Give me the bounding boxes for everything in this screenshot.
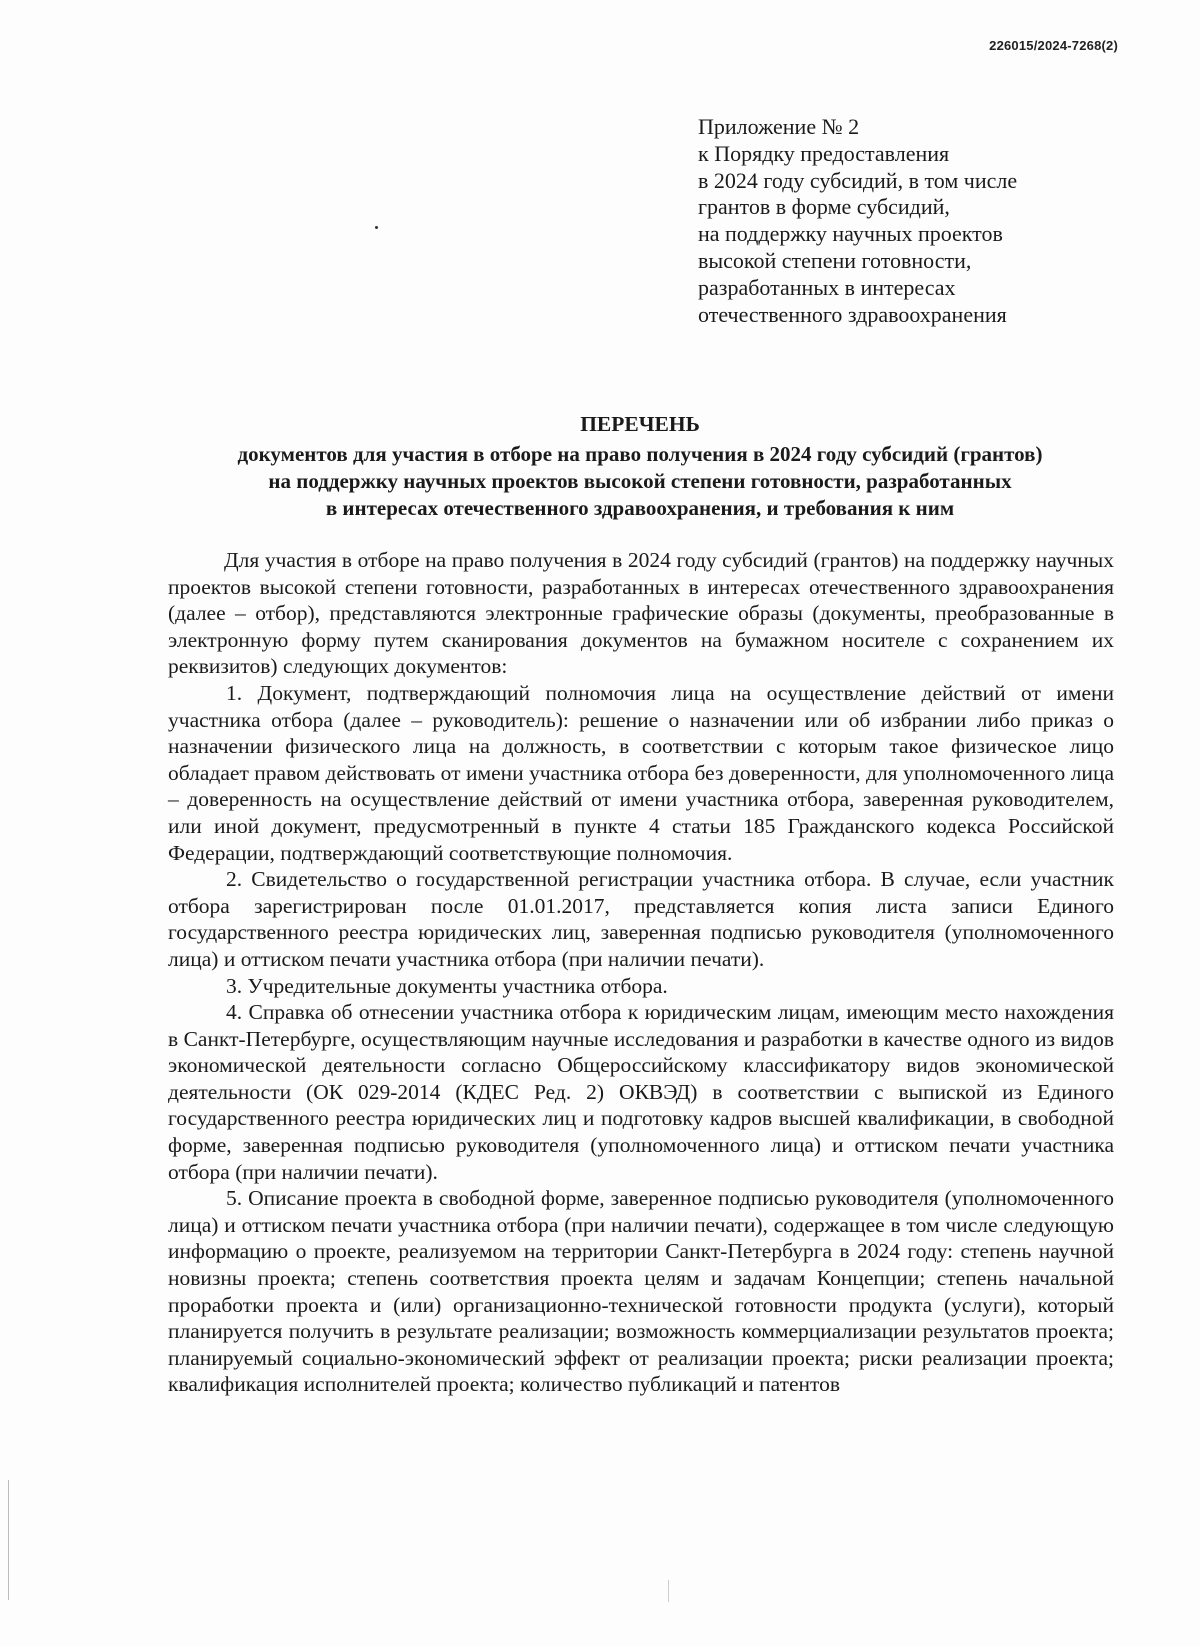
intro-paragraph: Для участия в отборе на право получения в 2024 году субсидий (грантов) на поддержку научных проектов высокой степени готовности, разработанных в интересах отечественного здравоохранения (далее – отбор), представляются электронные графические образы (документы, преобразованные в электронную форму путем сканирования документов на бумажном носителе с сохранением их реквизитов) следующих документов: <box>168 548 1114 679</box>
title-line: документов для участия в отборе на право получения в 2024 году субсидий (грантов) <box>237 442 1043 466</box>
appendix-line: Приложение № 2 <box>698 114 860 139</box>
title-line: в интересах отечественного здравоохранения, и требования к ним <box>325 496 955 520</box>
scan-footer-mark <box>668 1580 669 1602</box>
list-item-3: 3. Учредительные документы участника отбора. <box>226 973 668 998</box>
appendix-line: в 2024 году субсидий, в том числе <box>698 167 1018 193</box>
appendix-line: грантов в форме субсидий, <box>698 194 950 220</box>
document-title <box>120 411 1160 522</box>
appendix-line: к Порядку предоставления <box>698 140 950 166</box>
list-item-4: 4. Справка об отнесении участника отбора к юридическим лицам, имеющим место нахождения в Санкт-Петербурге, осуществляющим научные исследования и разработки в качестве одного из видов экономической деятельности согласно Общероссийскому классификатору видов экономической деятельности (ОК 029-2014 (КДЕС Ред. 2) ОКВЭД) в соответствии с выпиской из Единого государственного реестра юридических лиц и подготовку кадров высшей квалификации, в свободной форме, заверенная подписью руководителя (уполномоченного лица) и оттиском печати участника отбора (при наличии печати). <box>168 1000 1114 1184</box>
title-line: на поддержку научных проектов высокой степени готовности, разработанных <box>268 469 1012 493</box>
appendix-line: на поддержку научных проектов <box>698 221 1003 247</box>
document-body <box>168 547 1114 1398</box>
list-item-1: 1. Документ, подтверждающий полномочия лица на осуществление действий от имени участника отбора (далее – руководитель): решение о назначении или об избрании либо приказ о назначении физического лица на должность, в соответствии с которым такое физическое лицо обладает правом действовать от имени участника отбора без доверенности, для уполномоченного лица – доверенность на осуществление действий от имени участника отбора, заверенная руководителем, или иной документ, предусмотренный в пункте 4 статьи 185 Гражданского кодекса Российской Федерации, подтверждающий соответствующие полномочия. <box>168 680 1114 865</box>
list-item-2: 2. Свидетельство о государственной регистрации участника отбора. В случае, если участник отбора зарегистрирован после 01.01.2017, представляется копия листа записи Единого государственного реестра юридических лиц, заверенная подписью руководителя (уполномоченного лица) и оттиском печати участника отбора (при наличии печати). <box>168 867 1114 971</box>
appendix-note <box>698 114 1017 328</box>
scan-dot-mark <box>375 226 378 229</box>
list-item-5: 5. Описание проекта в свободной форме, заверенное подписью руководителя (уполномоченного лица) и оттиском печати участника отбора (при наличии печати), содержащее в том числе следующую информацию о проекте, реализуемом на территории Санкт-Петербурга в 2024 году: степень научной новизны проекта; степень соответствия проекта целям и задачам Концепции; степень начальной проработки проекта и (или) организационно-технической готовности продукта (услуги), который планируется получить в результате реализации; возможность коммерциализации результатов проекта; планируемый социально-экономический эффект от реализации проекта; риски реализации проекта; квалификация исполнителей проекта; количество публикаций и патентов <box>168 1186 1114 1397</box>
appendix-line: отечественного здравоохранения <box>698 301 1007 327</box>
scan-edge-line <box>8 1480 9 1600</box>
appendix-line: высокой степени готовности, <box>698 247 972 273</box>
title-main: ПЕРЕЧЕНЬ <box>580 412 700 436</box>
registration-number: 226015/2024-7268(2) <box>989 38 1118 53</box>
appendix-line: разработанных в интересах <box>698 274 956 300</box>
